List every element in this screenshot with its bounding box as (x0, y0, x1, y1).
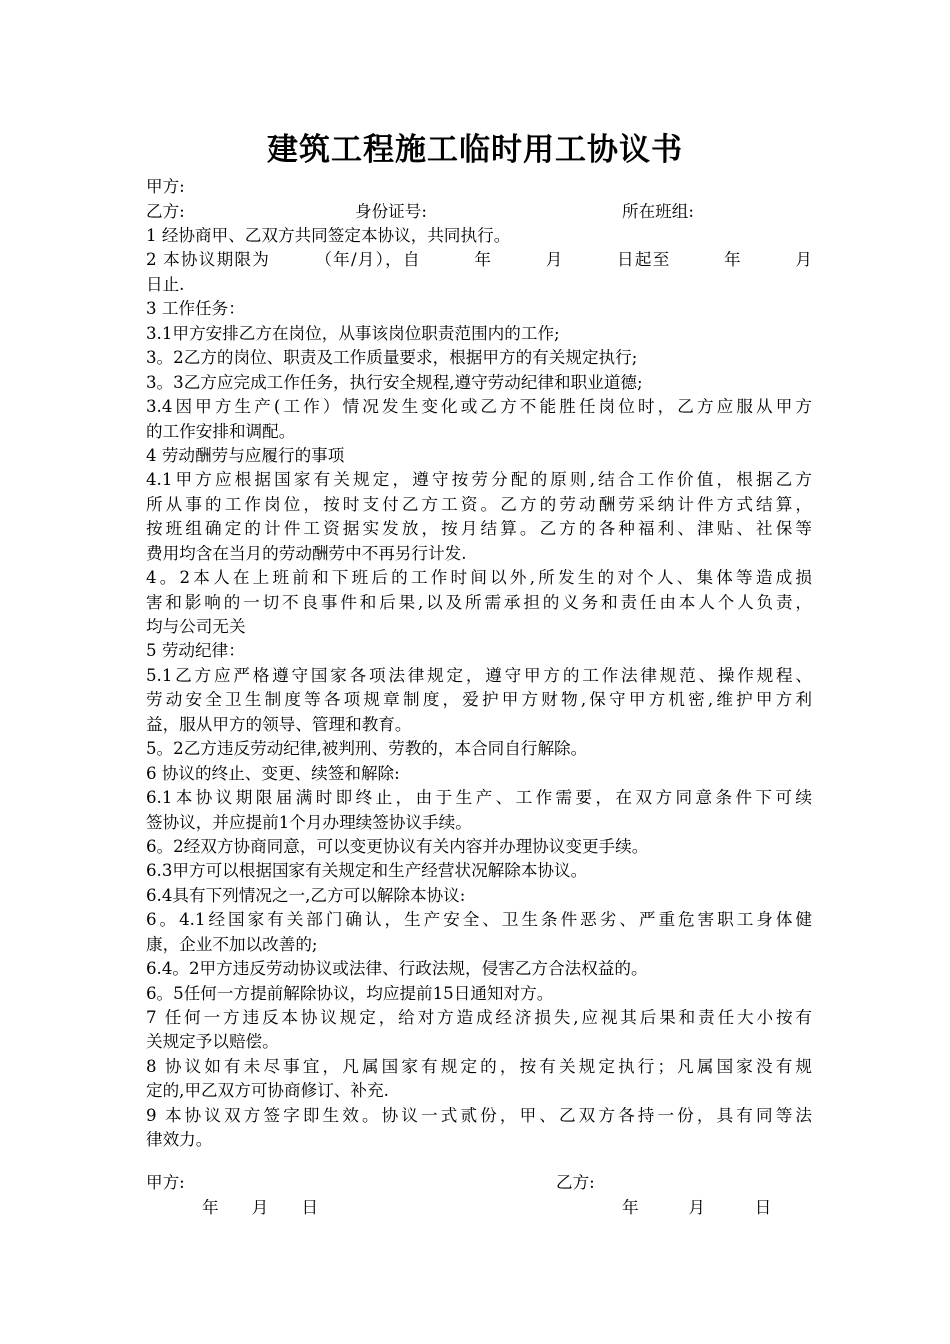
text-line: 6。4.1经国家有关部门确认，生产安全、卫生条件恶劣、严重危害职工身体健 (146, 910, 812, 930)
text-line: 关规定予以赔偿。 (146, 1032, 279, 1052)
text-line: 2 本协议期限为 （年/月），自 年 月 日起至 年 月 (146, 250, 812, 270)
text-line: 劳动安全卫生制度等各项规章制度，爱护甲方财物,保守甲方机密,维护甲方利 (146, 690, 812, 710)
text-line: 1 经协商甲、乙双方共同签定本协议，共同执行。 (146, 226, 511, 245)
text-line: 5。2乙方违反劳动纪律,被判刑、劳教的，本合同自行解除。 (146, 739, 588, 759)
signature-date-b: 年 月 日 (622, 1198, 772, 1217)
text-line: 按班组确定的计件工资据实发放，按月结算。乙方的各种福利、津贴、社保等 (146, 519, 812, 539)
text-line: 8 协议如有未尽事宜，凡属国家有规定的，按有关规定执行；凡属国家没有规 (146, 1056, 812, 1076)
text-line: 6.1本协议期限届满时即终止，由于生产、工作需要，在双方同意条件下可续 (146, 788, 812, 808)
document-title: 建筑工程施工临时用工协议书 (267, 132, 683, 168)
text-line: 3.1甲方安排乙方在岗位，从事该岗位职责范围内的工作; (146, 323, 560, 343)
text-line: 益，服从甲方的领导、管理和教育。 (146, 714, 412, 734)
signature-date-a: 年 月 日 (202, 1198, 319, 1217)
section-heading: 3 工作任务： (146, 299, 245, 319)
text-line: 定的,甲乙双方可协商修订、补充. (146, 1081, 389, 1101)
text-line: 害和影响的一切不良事件和后果,以及所需承担的义务和责任由本人个人负责， (146, 592, 812, 612)
text-line: 的工作安排和调配。 (146, 421, 296, 441)
section-heading: 6 协议的终止、变更、续签和解除: (146, 763, 400, 783)
section-heading: 5 劳动纪律： (146, 641, 245, 661)
text-line: 9 本协议双方签字即生效。协议一式贰份，甲、乙双方各持一份，具有同等法 (146, 1105, 812, 1125)
text-line: 均与公司无关 (146, 617, 246, 636)
text-line: 3.4因甲方生产(工作）情况发生变化或乙方不能胜任岗位时，乙方应服从甲方 (146, 397, 812, 417)
text-line: 5.1乙方应严格遵守国家各项法律规定，遵守甲方的工作法律规范、操作规程、 (146, 665, 812, 685)
text-line: 6.3甲方可以根据国家有关规定和生产经营状况解除本协议。 (146, 861, 588, 881)
text-line: 4。2本人在上班前和下班后的工作时间以外,所发生的对个人、集体等造成损 (146, 568, 812, 588)
signature-party-a: 甲方: (146, 1173, 185, 1192)
text-line: 费用均含在当月的劳动酬劳中不再另行计发. (146, 543, 467, 563)
text-line: 3。3乙方应完成工作任务，执行安全规程,遵守劳动纪律和职业道德; (146, 372, 643, 392)
text-line: 6。5任何一方提前解除协议，均应提前15日通知对方。 (146, 983, 554, 1003)
team-label: 所在班组: (622, 202, 694, 221)
agreement-body (146, 224, 812, 1153)
text-line: 7 任何一方违反本协议规定，给对方造成经济损失,应视其后果和责任大小按有 (146, 1008, 812, 1027)
text-line: 4.1甲方应根据国家有关规定，遵守按劳分配的原则,结合工作价值，根据乙方 (146, 470, 812, 490)
text-line: 所从事的工作岗位，按时支付乙方工资。乙方的劳动酬劳采纳计件方式结算， (146, 494, 812, 514)
text-line: 6.4。2甲方违反劳动协议或法律、行政法规，侵害乙方合法权益的。 (146, 959, 648, 979)
id-number-label: 身份证号: (355, 202, 427, 221)
text-line: 6。2经双方协商同意，可以变更协议有关内容并办理协议变更手续。 (146, 836, 649, 856)
section-heading: 4 劳动酬劳与应履行的事项 (146, 445, 345, 465)
text-line: 律效力。 (146, 1130, 213, 1150)
text-line: 日止. (146, 274, 185, 294)
text-line: 康，企业不加以改善的; (146, 934, 318, 954)
text-line: 签协议，并应提前1个月办理续签协议手续。 (146, 812, 472, 832)
text-line: 3。2乙方的岗位、职责及工作质量要求，根据甲方的有关规定执行; (146, 348, 638, 368)
text-line: 6.4具有下列情况之一,乙方可以解除本协议: (146, 885, 466, 905)
signature-party-b: 乙方: (556, 1173, 595, 1192)
party-b-label: 乙方: (146, 202, 185, 221)
party-a-label: 甲方: (146, 177, 185, 196)
